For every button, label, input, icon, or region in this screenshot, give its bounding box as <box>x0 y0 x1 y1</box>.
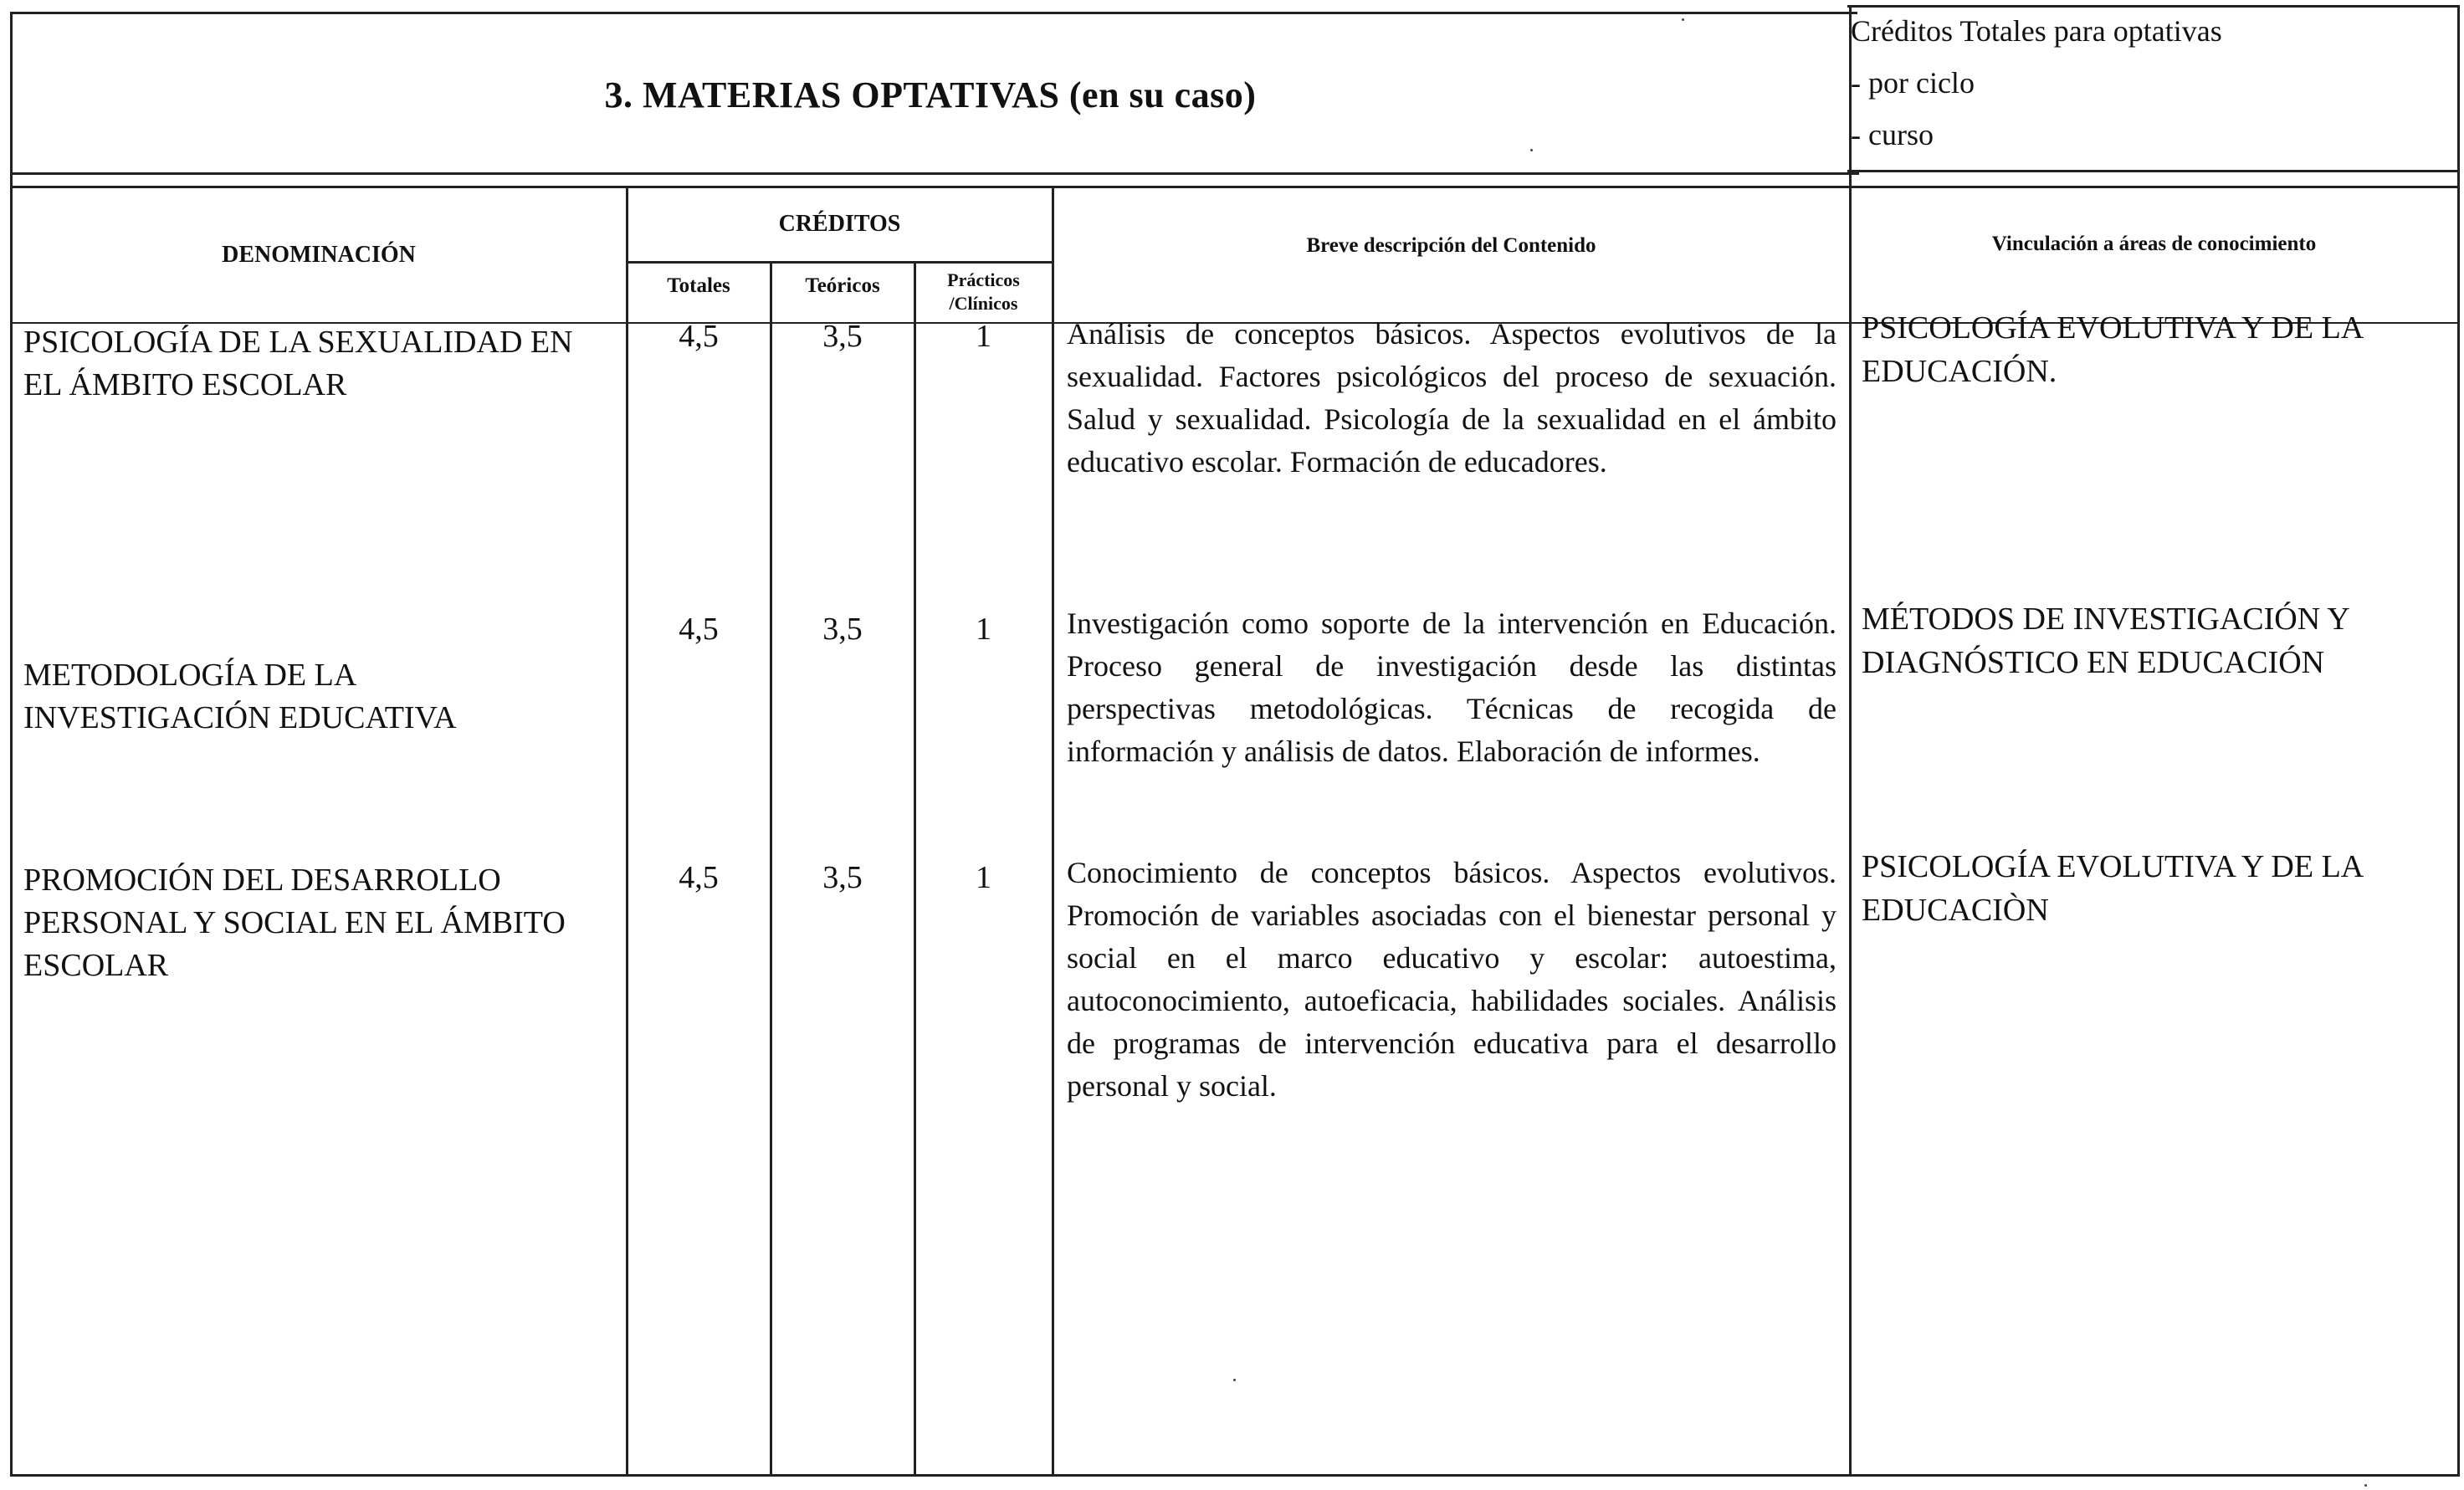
row3-name: PROMOCIÓN DEL DESARROLLO PERSONAL Y SOCIAL EN EL ÁMBITO ESCOLAR <box>23 863 566 983</box>
credit-totals-per-cycle: - por ciclo <box>1851 66 1975 100</box>
row3-totales: 4,5 <box>679 860 719 895</box>
header-creditos: CRÉDITOS <box>778 211 901 237</box>
credit-totals-label: Créditos Totales para optativas <box>1851 14 2222 48</box>
page-title: 3. MATERIAS OPTATIVAS (en su caso) <box>604 74 1257 115</box>
row1-description: Análisis de conceptos básicos. Aspectos evolutivos de la sexualidad. Factores psicológicos del proceso de sexuación. Salud y sexualidad. Psicología de la sexualidad en el ámbito educativo escolar. Formación de educadores. <box>1067 317 1836 479</box>
credit-totals-per-course: - curso <box>1851 118 1934 151</box>
scan-speck <box>2364 1484 2367 1487</box>
header-denominacion: DENOMINACIÓN <box>222 241 416 268</box>
header-practicos-line2: /Clínicos <box>949 293 1018 314</box>
frame-top <box>10 12 1857 14</box>
scan-speck <box>1530 149 1533 151</box>
row2-area: MÉTODOS DE INVESTIGACIÓN Y DIAGNÓSTICO EN EDUCACIÓN <box>1862 602 2349 680</box>
row3-teoricos: 3,5 <box>822 860 863 895</box>
frame-bottom <box>10 1474 2460 1477</box>
header-vinculacion: Vinculación a áreas de conocimiento <box>1991 233 2317 255</box>
header-descripcion: Breve descripción del Contenido <box>1306 234 1596 257</box>
scan-speck <box>1233 1379 1236 1381</box>
row2-practicos: 1 <box>976 612 991 647</box>
scan-speck <box>1682 18 1684 21</box>
header-teoricos: Teóricos <box>805 274 880 297</box>
row2-name: METODOLOGÍA DE LA INVESTIGACIÓN EDUCATIVA <box>23 658 457 735</box>
header-practicos <box>915 263 1052 321</box>
credit-totals-box <box>1851 5 2222 161</box>
title-divider <box>10 172 1859 175</box>
row1-teoricos: 3,5 <box>822 319 863 354</box>
col-divider-4 <box>1052 186 1054 1477</box>
row3-description: Conocimiento de conceptos básicos. Aspectos evolutivos. Promoción de variables asociadas con el bienestar personal y social en el marco educativo y escolar: autoestima, autoconocimiento, autoeficacia, habilidades sociales. Análisis de programas de intervención educativa para el desarrollo personal y social. <box>1067 856 1836 1103</box>
row1-area: PSICOLOGÍA EVOLUTIVA Y DE LA EDUCACIÓN. <box>1862 310 2363 389</box>
row1-totales: 4,5 <box>679 319 719 354</box>
row2-teoricos: 3,5 <box>822 612 863 647</box>
header-totales: Totales <box>667 274 730 297</box>
row3-area: PSICOLOGÍA EVOLUTIVA Y DE LA EDUCACIÒN <box>1862 849 2363 928</box>
row2-description: Investigación como soporte de la intervención en Educación. Proceso general de investigación desde las distintas perspectivas metodológicas. Técnicas de recogida de información y análisis de datos. Elaboración de informes. <box>1067 607 1836 768</box>
col-divider-1 <box>626 186 628 1477</box>
header-practicos-line1: Prácticos <box>947 269 1020 290</box>
row2-totales: 4,5 <box>679 612 719 647</box>
row3-practicos: 1 <box>976 860 991 895</box>
row1-name: PSICOLOGÍA DE LA SEXUALIDAD EN EL ÁMBITO ESCOLAR <box>23 325 573 402</box>
totals-divider <box>1847 170 2460 172</box>
frame-right <box>2457 5 2460 1477</box>
row1-practicos: 1 <box>976 319 991 354</box>
